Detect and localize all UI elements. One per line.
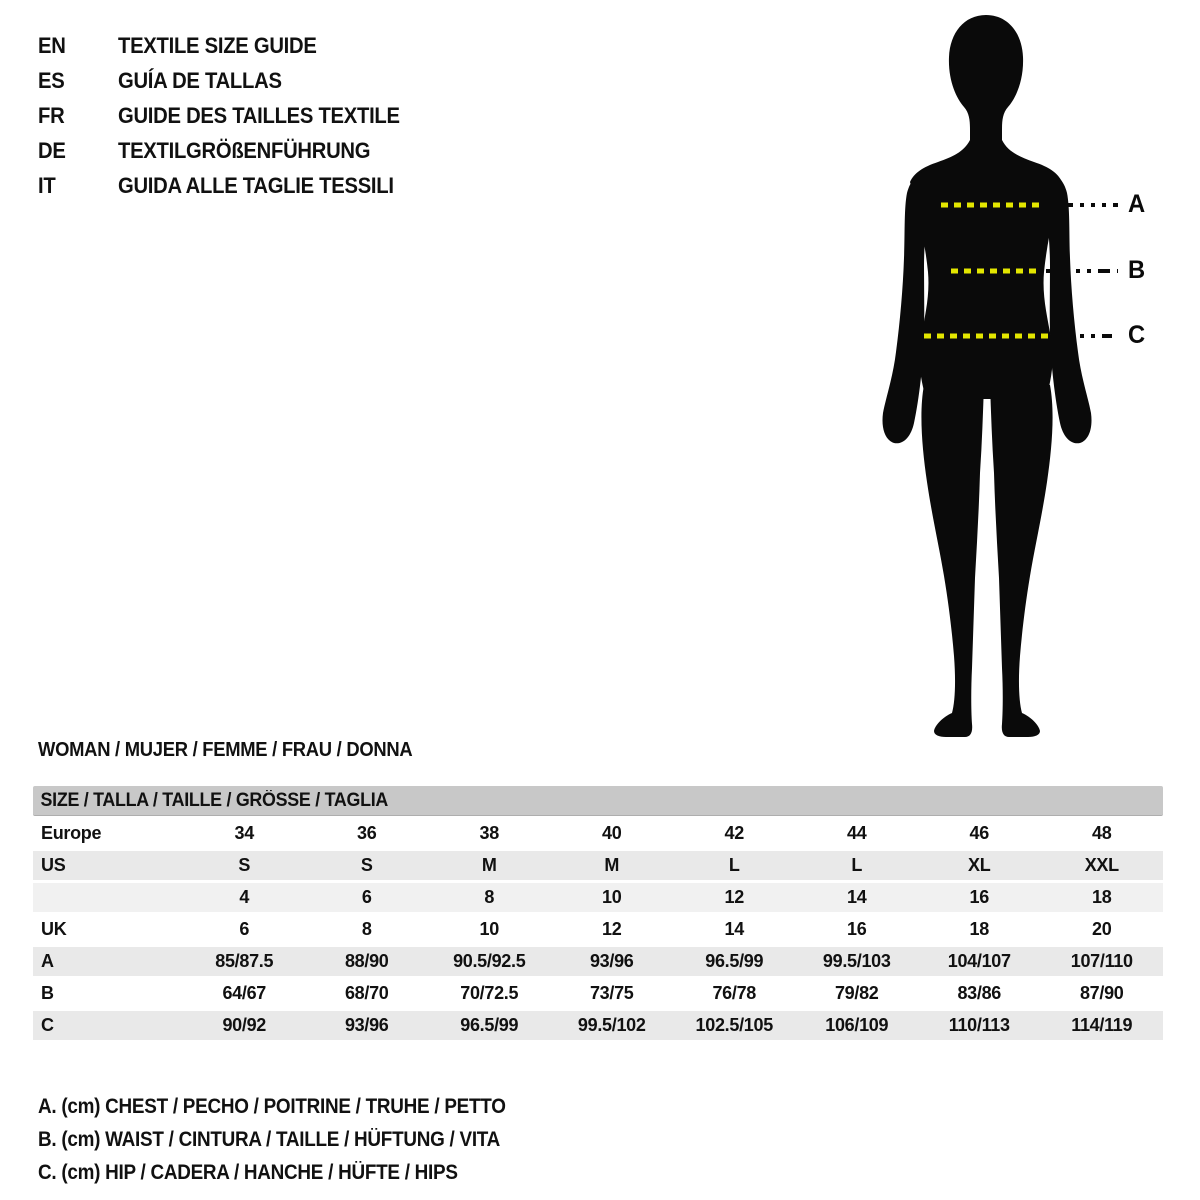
size-cell: 104/107 [947,951,1011,971]
size-cell: 12 [724,887,744,907]
size-cell: 6 [361,887,372,907]
size-cell: 93/96 [589,951,634,971]
woman-silhouette [882,15,1091,737]
language-row-en [38,28,424,63]
size-cell: 10 [602,887,622,907]
language-code: ES [38,68,65,93]
language-code: DE [38,138,66,163]
row-label [33,883,183,912]
size-cell: L [728,855,740,875]
size-cell: 76/78 [712,983,757,1003]
table-row-waist-b [33,979,1163,1008]
size-cell: 107/110 [1070,951,1133,971]
silhouette-torso [910,140,1062,399]
size-cell: 4 [239,887,250,907]
size-cell: 88/90 [344,951,389,971]
measure-label-c: C [1128,321,1146,349]
language-row-fr [38,98,424,133]
size-cell: 93/96 [344,1015,389,1035]
table-row-us-numeric [33,883,1163,912]
language-title: GUIDE DES TAILLES TEXTILE [118,103,400,128]
silhouette-left-arm [882,170,928,443]
size-cell: 114/119 [1071,1015,1133,1035]
size-cell: S [360,855,373,875]
language-list [38,28,424,203]
legend-line-hip: C. (cm) HIP / CADERA / HANCHE / HÜFTE / HIPS [38,1161,458,1184]
size-cell: 18 [969,919,989,939]
size-cell: M [481,855,497,875]
size-cell: 44 [847,823,867,843]
legend-line-chest: A. (cm) CHEST / PECHO / POITRINE / TRUHE / PETTO [38,1095,506,1118]
table-row-chest-a [33,947,1163,976]
silhouette-right-arm [1046,170,1092,443]
size-cell: 18 [1092,887,1112,907]
table-row-uk [33,915,1163,944]
size-cell: 85/87.5 [215,951,274,971]
language-row-de [38,133,424,168]
size-cell: 12 [602,919,622,939]
legend-line-waist: B. (cm) WAIST / CINTURA / TAILLE / HÜFTUNG / VITA [38,1128,501,1151]
size-cell: 14 [724,919,744,939]
size-cell: 96.5/99 [460,1015,519,1035]
table-row-hip-c [33,1011,1163,1040]
size-cell: 99.5/102 [577,1015,646,1035]
measure-label-a: A [1128,190,1146,218]
table-row-us [33,851,1163,880]
language-row-es [38,63,424,98]
size-cell: 8 [484,887,495,907]
size-cell: M [604,855,620,875]
language-row-it [38,168,424,203]
size-table-header-label: SIZE / TALLA / TAILLE / GRÖSSE / TAGLIA [40,790,389,811]
silhouette-left-leg [921,382,984,737]
size-cell: XL [968,855,991,875]
row-label: A [41,951,54,971]
size-cell: 16 [847,919,867,939]
size-cell: 90/92 [222,1015,267,1035]
size-table-header [33,786,1163,816]
size-cell: 16 [969,887,989,907]
size-cell: XXL [1084,855,1119,875]
size-cell: 14 [847,887,867,907]
size-cell: S [238,855,251,875]
size-cell: 106/109 [825,1015,889,1035]
language-title: GUÍA DE TALLAS [118,68,282,93]
row-label: UK [41,919,67,939]
language-code: EN [38,33,66,58]
size-cell: 40 [602,823,622,843]
size-cell: 79/82 [834,983,879,1003]
size-cell: 68/70 [344,983,389,1003]
size-cell: 34 [234,823,254,843]
size-cell: 36 [357,823,377,843]
row-label: C [41,1015,54,1035]
size-cell: 38 [479,823,499,843]
size-cell: 70/72.5 [460,983,519,1003]
measure-label-b: B [1128,256,1146,284]
table-row-europe [33,819,1163,848]
size-cell: 64/67 [222,983,267,1003]
measurement-legend [38,1090,558,1189]
row-label: US [41,855,66,875]
size-cell: 110/113 [948,1015,1010,1035]
row-label: Europe [41,823,102,843]
size-cell: 10 [479,919,499,939]
size-table [33,786,1163,1043]
size-cell: 83/86 [957,983,1002,1003]
size-cell: 46 [969,823,989,843]
size-cell: 87/90 [1079,983,1124,1003]
section-heading-woman: WOMAN / MUJER / FEMME / FRAU / DONNA [38,739,413,761]
language-title: TEXTILGRÖßENFÜHRUNG [118,138,371,163]
size-cell: 6 [239,919,250,939]
size-cell: 8 [361,919,372,939]
silhouette-right-leg [990,382,1053,737]
size-cell: 102.5/105 [695,1015,773,1035]
woman-silhouette-figure [860,0,1200,760]
size-cell: 73/75 [589,983,634,1003]
size-cell: 90.5/92.5 [453,951,526,971]
language-title: TEXTILE SIZE GUIDE [118,33,317,58]
silhouette-head-neck [949,15,1023,148]
language-title: GUIDA ALLE TAGLIE TESSILI [118,173,394,198]
size-cell: L [851,855,863,875]
size-cell: 20 [1092,919,1112,939]
size-cell: 99.5/103 [822,951,891,971]
row-label: B [41,983,54,1003]
language-code: IT [38,173,56,198]
size-cell: 48 [1092,823,1112,843]
size-cell: 42 [724,823,744,843]
language-code: FR [38,103,65,128]
size-cell: 96.5/99 [705,951,764,971]
